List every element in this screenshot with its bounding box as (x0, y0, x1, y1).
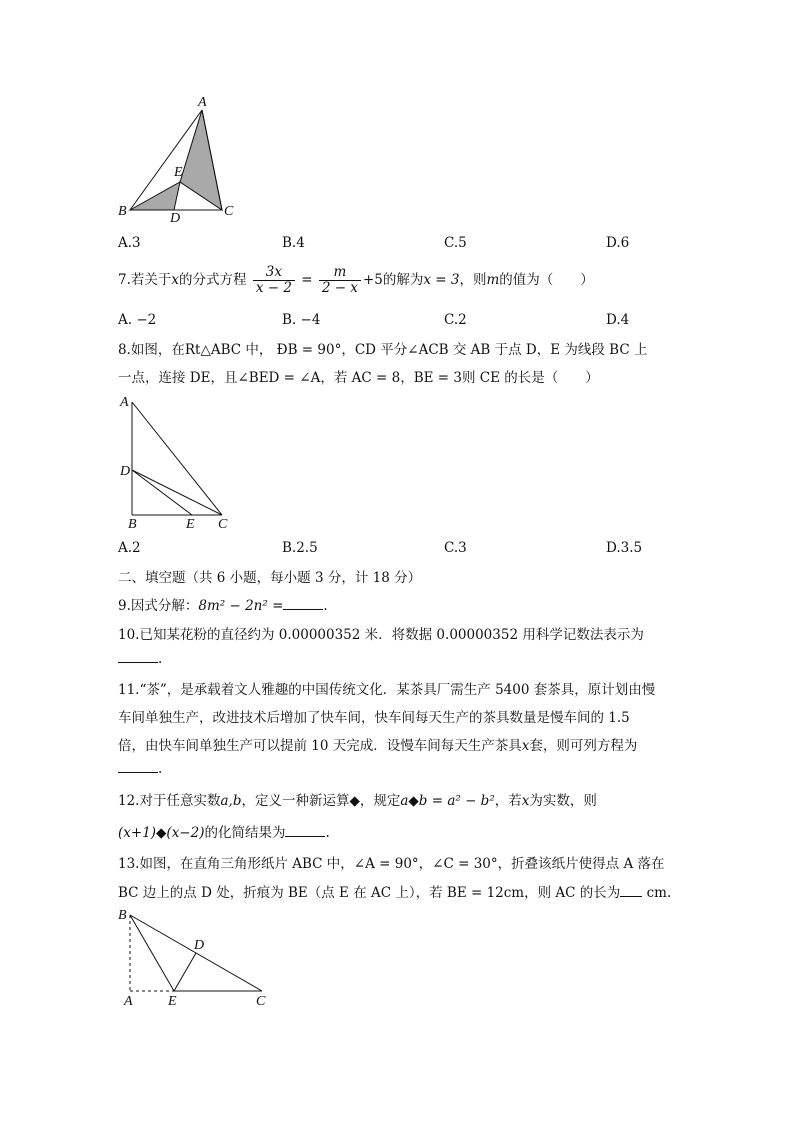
label-d: D (170, 211, 181, 222)
q7-option-c[interactable]: C.2 (444, 312, 467, 328)
label-c: C (256, 994, 266, 1009)
q6-option-b[interactable]: B.4 (282, 235, 305, 251)
figure-q8 (112, 388, 242, 530)
label-e: E (186, 517, 195, 530)
q6-option-a[interactable]: A.3 (118, 235, 141, 251)
label-d: D (194, 938, 205, 953)
q6-option-c[interactable]: C.5 (444, 235, 467, 251)
question-13-line-1: 13.如图，在直角三角形纸片 ABC 中，∠A = 90°，∠C = 30°，折叠该纸片使得点 A 落在 (118, 856, 665, 872)
q8-option-b[interactable]: B.2.5 (282, 540, 318, 556)
q8-option-a[interactable]: A.2 (118, 540, 141, 556)
question-12-line-1: 12.对于任意实数a,b，定义一种新运算◆，规定a◆b = a² − b²，若x为实数，则 (118, 793, 597, 809)
question-8-line-1: 8.如图，在Rt△ABC 中， ÐB = 90°，CD 平分∠ACB 交 AB 于点 D，E 为线段 BC 上 (118, 342, 648, 358)
fraction-3x: $\frac{3x}{x - 2}$ (253, 265, 295, 296)
q8-option-d[interactable]: D.3.5 (606, 540, 643, 556)
figure-q13 (112, 905, 277, 1010)
question-7: 7.若关于x的分式方程 $\frac{3x}{x - 2}$ = $\frac{m}{2 - x}$ +5的解为x = 3，则m的值为（ ） (118, 264, 594, 296)
q8-option-c[interactable]: C.3 (444, 540, 467, 556)
section-fill-in-heading: 二、填空题（共 6 小题，每小题 3 分，计 18 分） (118, 570, 422, 586)
answer-blank[interactable] (118, 661, 158, 663)
label-d: D (120, 464, 131, 479)
question-9: 9.因式分解：8m² − 2n² = . (118, 598, 328, 614)
question-11-line-2: 车间单独生产，改进技术后增加了快车间，快车间每天生产的茶具数量是慢车间的 1.5 (118, 710, 630, 726)
question-11-line-3: 倍，由快车间单独生产可以提前 10 天完成．设慢车间每天生产茶具x套，则可列方程为 (118, 738, 638, 754)
question-11-line-4: . (118, 761, 162, 777)
label-a: A (198, 95, 207, 110)
question-10-line-1: 10.已知某花粉的直径约为 0.00000352 米．将数据 0.00000352 用科学记数法表示为 (118, 627, 644, 643)
answer-blank[interactable] (285, 835, 325, 837)
shaded-region-abe (180, 110, 222, 210)
q7-option-b[interactable]: B. −4 (282, 312, 321, 328)
label-b: B (128, 517, 137, 530)
fraction-m: $\frac{m}{2 - x}$ (319, 265, 361, 296)
label-c: C (218, 517, 228, 530)
label-c: C (224, 204, 234, 219)
question-12-line-2: (x+1)◆(x−2)的化简结果为 . (118, 825, 330, 841)
answer-blank[interactable] (118, 771, 158, 773)
answer-blank[interactable] (283, 608, 323, 610)
label-a: A (120, 395, 129, 410)
answer-blank[interactable] (620, 895, 642, 897)
shaded-region-bed (130, 182, 180, 210)
question-8-line-2: 一点，连接 DE，且∠BED = ∠A，若 AC = 8，BE = 3则 CE 的长是（ ） (118, 370, 599, 386)
figure-q6 (112, 92, 252, 222)
q6-option-d[interactable]: D.6 (606, 235, 630, 251)
question-10-line-2: . (118, 651, 162, 667)
q7-option-a[interactable]: A. −2 (118, 312, 157, 328)
q7-option-d[interactable]: D.4 (606, 312, 630, 328)
question-11-line-1: 11.“茶”，是承载着文人雅趣的中国传统文化．某茶具厂需生产 5400 套茶具，原计划由慢 (118, 682, 656, 698)
label-e: E (174, 165, 183, 180)
label-e: E (168, 994, 177, 1009)
label-b: B (118, 908, 127, 923)
question-13-line-2: BC 边上的点 D 处，折痕为 BE（点 E 在 AC 上），若 BE = 12cm，则 AC 的长为 cm. (118, 885, 672, 901)
label-b: B (118, 204, 127, 219)
label-a: A (124, 994, 133, 1009)
